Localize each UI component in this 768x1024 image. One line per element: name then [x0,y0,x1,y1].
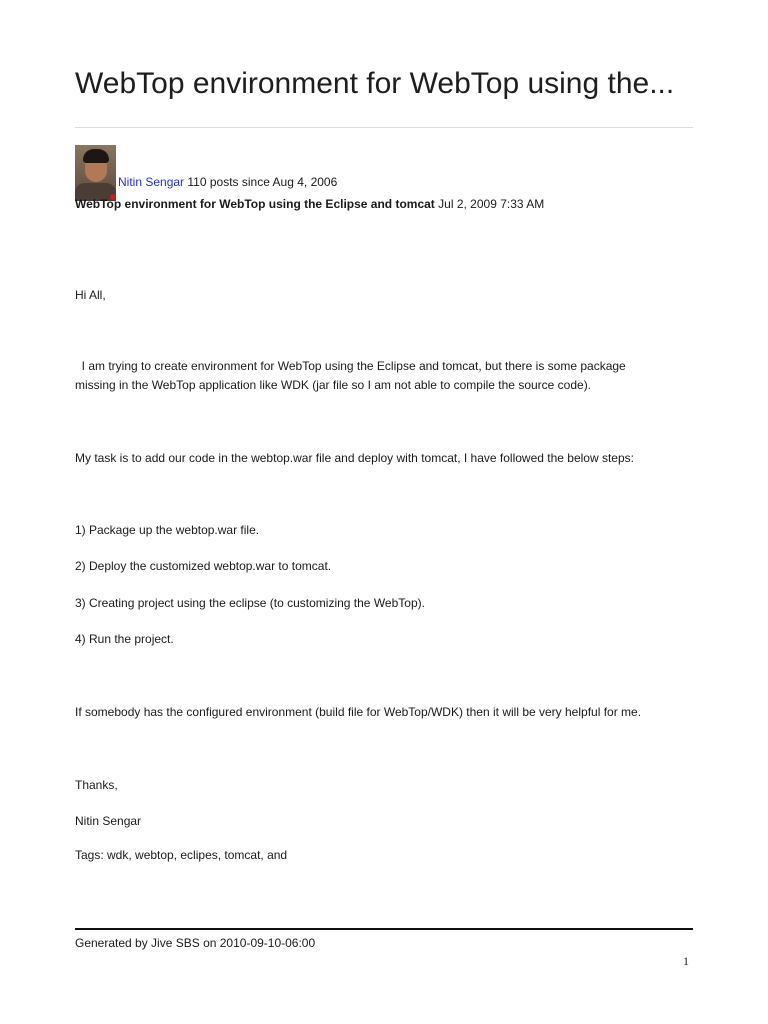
step-item: 4) Run the project. [75,632,174,646]
step-item: 1) Package up the webtop.war file. [75,523,260,537]
author-meta [118,174,337,190]
closing-thanks: Thanks, [75,778,118,792]
paragraph-2: My task is to add our code in the webtop.war file and deploy with tomcat, I have followed the below steps: [75,451,634,465]
page-number: 1 [683,954,689,968]
footer-divider [75,928,693,930]
avatar[interactable] [75,145,116,201]
post-timestamp: Jul 2, 2009 7:33 AM [438,197,545,211]
author-link[interactable]: Nitin Sengar [118,175,185,189]
page-title: WebTop environment for WebTop using the... [75,67,675,100]
step-item: 2) Deploy the customized webtop.war to tomcat. [75,559,332,573]
post-header [75,196,544,212]
paragraph-1-line-2: missing in the WebTop application like WDK (jar file so I am not able to compile the source code). [75,378,592,392]
author-stats: 110 posts since Aug 4, 2006 [187,175,338,189]
title-divider [75,127,693,128]
tags-line: Tags: wdk, webtop, eclipes, tomcat, and [75,848,288,862]
paragraph-1-line-1: I am trying to create environment for WebTop using the Eclipse and tomcat, but there is some package [75,359,626,373]
paragraph-3: If somebody has the configured environment (build file for WebTop/WDK) then it will be very helpful for me. [75,705,642,719]
greeting: Hi All, [75,288,106,302]
footer-generated: Generated by Jive SBS on 2010-09-10-06:00 [75,936,316,950]
post-subject: WebTop environment for WebTop using the Eclipse and tomcat [75,197,435,211]
signature: Nitin Sengar [75,814,142,828]
step-item: 3) Creating project using the eclipse (to customizing the WebTop). [75,596,425,610]
